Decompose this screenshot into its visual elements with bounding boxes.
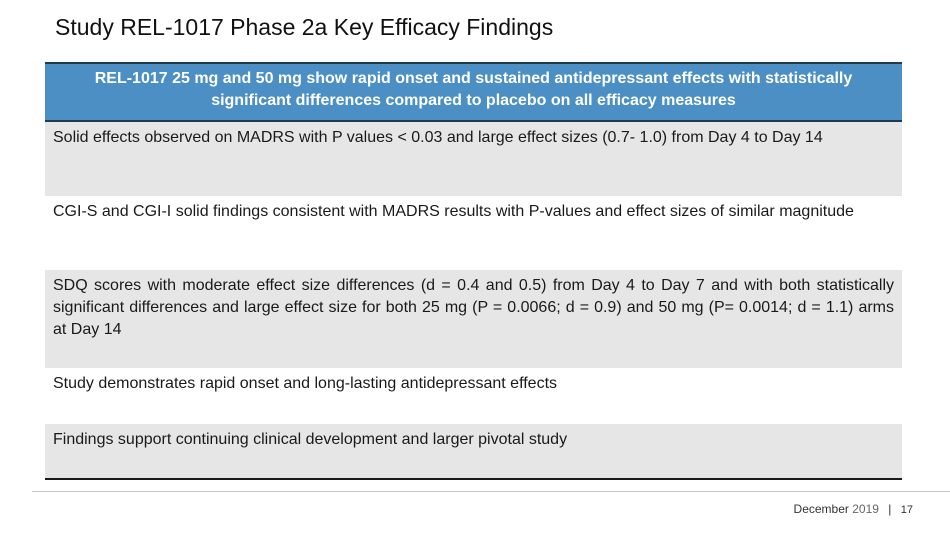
slide-title: Study REL-1017 Phase 2a Key Efficacy Findings [55, 14, 554, 40]
footer-month: December [793, 502, 849, 516]
table-row: CGI-S and CGI-I solid findings consistent with MADRS results with P-values and effect sizes of similar magnitude [45, 196, 902, 270]
footer-year: 2019 [852, 502, 879, 516]
footer-separator: | [888, 502, 892, 516]
findings-table [45, 62, 902, 480]
table-header: REL-1017 25 mg and 50 mg show rapid onset and sustained antidepressant effects with statistically significant differences compared to placebo on all efficacy measures [45, 62, 902, 122]
footer [794, 502, 913, 516]
footer-divider [32, 491, 950, 492]
table-row: Study demonstrates rapid onset and long-lasting antidepressant effects [45, 368, 902, 424]
page-number: 17 [900, 504, 913, 516]
table-row: Findings support continuing clinical development and larger pivotal study [45, 424, 902, 480]
table-row: SDQ scores with moderate effect size differences (d = 0.4 and 0.5) from Day 4 to Day 7 and with both statistically significant differences and large effect size for both 25 mg (P = 0.0066; d = 0.9) and 50 mg (P= 0.0014; d = 1.1) arms at Day 14 [45, 270, 902, 368]
table-row: Solid effects observed on MADRS with P values < 0.03 and large effect sizes (0.7- 1.0) from Day 4 to Day 14 [45, 122, 902, 196]
